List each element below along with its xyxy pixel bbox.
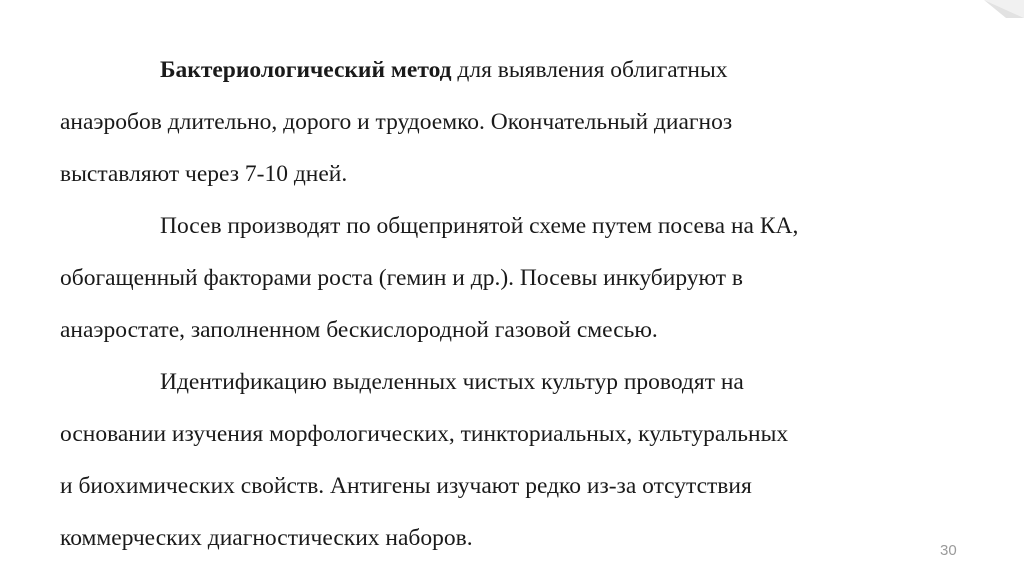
- paragraph-3-line-3: и биохимических свойств. Антигены изучают редко из-за отсутствия: [60, 473, 752, 499]
- paragraph-3-line-1: Идентификацию выделенных чистых культур проводят на: [160, 369, 744, 395]
- paragraph-1-line-2: анаэробов длительно, дорого и трудоемко. Окончательный диагноз: [60, 109, 733, 135]
- paragraph-1-line-3: выставляют через 7-10 дней.: [60, 161, 348, 187]
- paragraph-2-line-2: обогащенный факторами роста (гемин и др.). Посевы инкубируют в: [60, 265, 743, 291]
- slide-body: [60, 44, 960, 564]
- paragraph-1-line-1: Бактериологический метод для выявления облигатных: [160, 57, 728, 83]
- paragraph-2-line-1: Посев производят по общепринятой схеме путем посева на КА,: [160, 213, 799, 239]
- page-number: 30: [940, 542, 957, 559]
- page-corner-icon: [984, 0, 1024, 18]
- bold-term: Бактериологический метод: [160, 57, 452, 83]
- paragraph-3-line-4: коммерческих диагностических наборов.: [60, 525, 473, 551]
- paragraph-2-line-3: анаэростате, заполненном бескислородной газовой смесью.: [60, 317, 658, 343]
- paragraph-3-line-2: основании изучения морфологических, тинкториальных, культуральных: [60, 421, 789, 447]
